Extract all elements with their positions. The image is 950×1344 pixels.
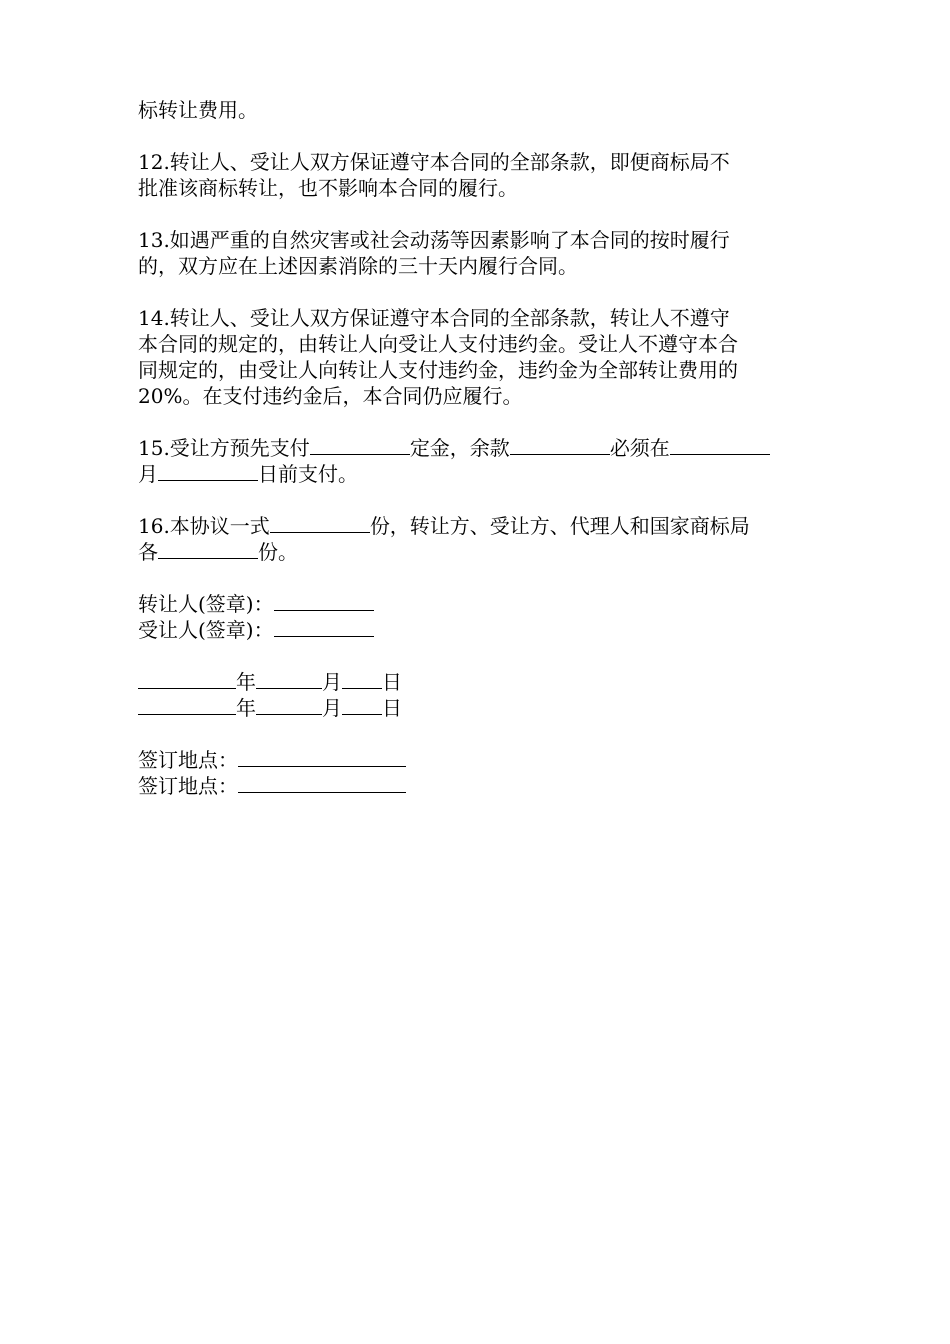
clause-13-line-2: 的，双方应在上述因素消除的三十天内履行合同。 bbox=[138, 254, 578, 278]
date-1-day-blank[interactable] bbox=[342, 670, 382, 689]
due-year-blank[interactable] bbox=[670, 436, 770, 455]
due-day-blank[interactable] bbox=[158, 462, 258, 481]
continuation-line: 标转让费用。 bbox=[138, 98, 258, 122]
date-2-day-label: 日 bbox=[382, 696, 402, 720]
clause-13 bbox=[138, 227, 814, 279]
place-1-label: 签订地点： bbox=[138, 748, 238, 772]
place-1-blank[interactable] bbox=[238, 748, 406, 767]
place-block bbox=[138, 747, 814, 799]
clause-16-text-1: 16.本协议一式 bbox=[138, 514, 270, 538]
date-1-month-blank[interactable] bbox=[256, 670, 322, 689]
date-1-year-label: 年 bbox=[236, 670, 256, 694]
balance-blank[interactable] bbox=[510, 436, 610, 455]
transferor-signature-line bbox=[138, 591, 814, 617]
document-body bbox=[138, 97, 814, 825]
date-1-month-label: 月 bbox=[322, 670, 342, 694]
date-line-1 bbox=[138, 669, 814, 695]
clause-14-line-4: 20%。在支付违约金后，本合同仍应履行。 bbox=[138, 384, 523, 408]
transferee-signature-line bbox=[138, 617, 814, 643]
signature-block bbox=[138, 591, 814, 643]
clause-16 bbox=[138, 513, 814, 565]
place-line-1 bbox=[138, 747, 814, 773]
transferee-signature-blank[interactable] bbox=[274, 618, 374, 637]
clause-15-line-2 bbox=[138, 461, 814, 487]
copies-blank[interactable] bbox=[270, 514, 370, 533]
date-2-day-blank[interactable] bbox=[342, 696, 382, 715]
clause-16-text-4: 份。 bbox=[258, 540, 298, 564]
each-copies-blank[interactable] bbox=[158, 540, 258, 559]
clause-14-line-2: 本合同的规定的，由转让人向受让人支付违约金。受让人不遵守本合 bbox=[138, 332, 738, 356]
transferor-signature-label: 转让人(签章)： bbox=[138, 592, 274, 616]
clause-12 bbox=[138, 149, 814, 201]
clause-16-text-3: 各 bbox=[138, 540, 158, 564]
clause-16-line-1 bbox=[138, 513, 814, 539]
date-2-year-blank[interactable] bbox=[138, 696, 236, 715]
clause-13-line-1: 13.如遇严重的自然灾害或社会动荡等因素影响了本合同的按时履行 bbox=[138, 228, 730, 252]
date-line-2 bbox=[138, 695, 814, 721]
transferor-signature-blank[interactable] bbox=[274, 592, 374, 611]
transferee-signature-label: 受让人(签章)： bbox=[138, 618, 274, 642]
clause-15-text-5: 日前支付。 bbox=[258, 462, 358, 486]
clause-14-line-3: 同规定的，由受让人向转让人支付违约金，违约金为全部转让费用的 bbox=[138, 358, 738, 382]
clause-15-line-1 bbox=[138, 435, 814, 461]
clause-15-text-1: 15.受让方预先支付 bbox=[138, 436, 310, 460]
date-block bbox=[138, 669, 814, 721]
clause-12-line-1: 12.转让人、受让人双方保证遵守本合同的全部条款，即便商标局不 bbox=[138, 150, 730, 174]
clause-16-line-2 bbox=[138, 539, 814, 565]
clause-14 bbox=[138, 305, 814, 409]
date-1-day-label: 日 bbox=[382, 670, 402, 694]
clause-14-line-1: 14.转让人、受让人双方保证遵守本合同的全部条款，转让人不遵守 bbox=[138, 306, 730, 330]
clause-15-text-2: 定金，余款 bbox=[409, 436, 510, 460]
place-2-blank[interactable] bbox=[238, 774, 406, 793]
deposit-blank[interactable] bbox=[310, 436, 410, 455]
continuation-text bbox=[138, 97, 814, 123]
date-1-year-blank[interactable] bbox=[138, 670, 236, 689]
date-2-month-blank[interactable] bbox=[256, 696, 322, 715]
clause-15-text-4: 月 bbox=[138, 462, 158, 486]
date-2-month-label: 月 bbox=[322, 696, 342, 720]
place-line-2 bbox=[138, 773, 814, 799]
clause-16-text-2: 份，转让方、受让方、代理人和国家商标局 bbox=[369, 514, 750, 538]
clause-15 bbox=[138, 435, 814, 487]
clause-15-text-3: 必须在 bbox=[609, 436, 670, 460]
place-2-label: 签订地点： bbox=[138, 774, 238, 798]
clause-12-line-2: 批准该商标转让，也不影响本合同的履行。 bbox=[138, 176, 518, 200]
date-2-year-label: 年 bbox=[236, 696, 256, 720]
